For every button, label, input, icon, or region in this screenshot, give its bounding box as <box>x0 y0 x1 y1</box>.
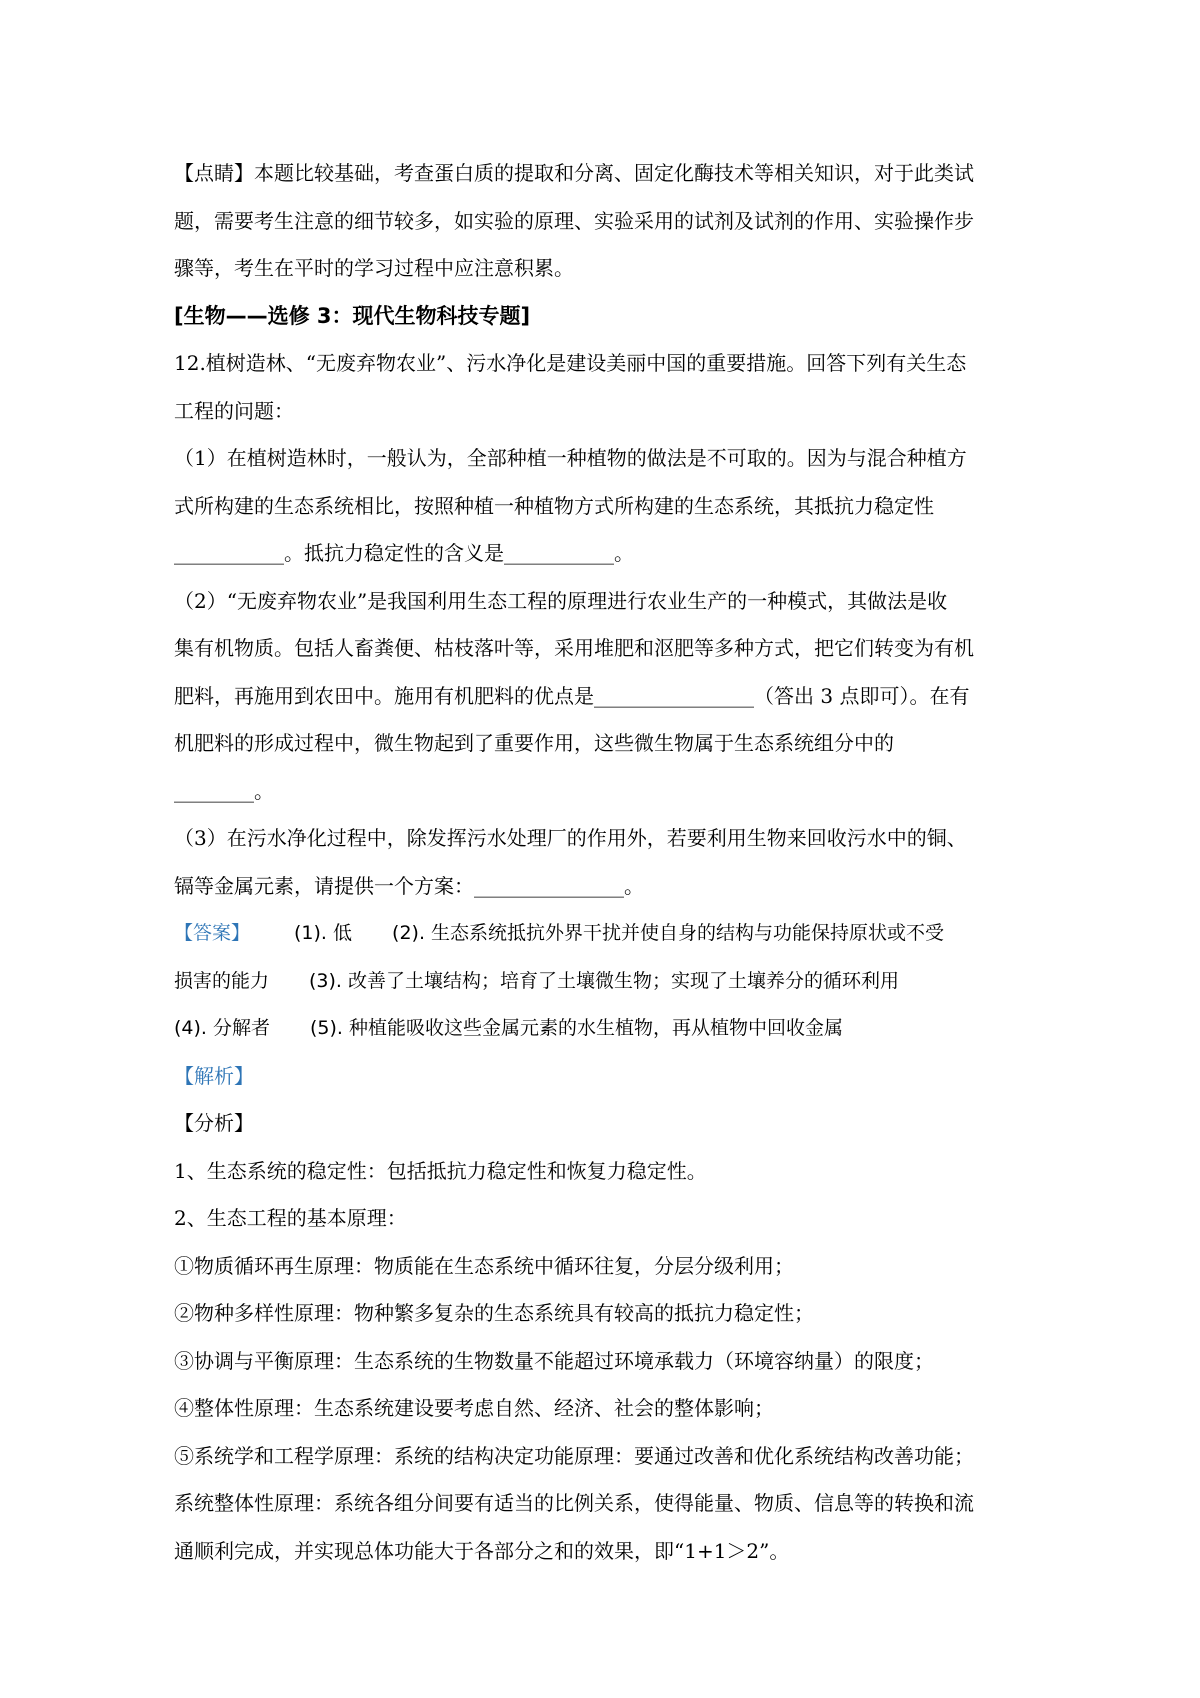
answer-5-text: 种植能吸收这些金属元素的水生植物，再从植物中回收金属 <box>349 1017 844 1039</box>
answer-2-text-part-2: 损害的能力 <box>174 969 270 992</box>
answer-2-number: (2). <box>392 922 425 944</box>
analysis-paragraph-1: 1、生态系统的稳定性：包括抵抗力稳定性和恢复力稳定性。 <box>174 1158 707 1183</box>
dianjing-line-3: 骤等，考生在平时的学习过程中应注意积累。 <box>174 256 574 280</box>
answer-3-text: 改善了土壤结构；培育了土壤微生物；实现了土壤养分的循环利用 <box>348 969 900 992</box>
answer-line-3 <box>174 1005 1050 1053</box>
analysis-paragraph-7: ⑤系统学和工程学原理：系统的结构决定功能原理：要通过改善和优化系统结构改善功能； <box>174 1443 974 1468</box>
answer-line-2 <box>174 958 1050 1006</box>
question-2-line-1: （2）“无废弃物农业”是我国利用生态工程的原理进行农业生产的一种模式，其做法是收 <box>174 588 948 613</box>
dianjing-line-1: 【点睛】本题比较基础，考查蛋白质的提取和分离、固定化酶技术等相关知识，对于此类试 <box>174 161 974 185</box>
analysis-paragraph-6: ④整体性原理：生态系统建设要考虑自然、经济、社会的整体影响； <box>174 1396 774 1420</box>
analysis-paragraph-5: ③协调与平衡原理：生态系统的生物数量不能超过环境承载力（环境容纳量）的限度； <box>174 1348 934 1373</box>
answer-1-number: (1). <box>294 922 327 944</box>
question-1-line-2: 式所构建的生态系统相比，按照种植一种植物方式所构建的生态系统，其抵抗力稳定性 <box>174 493 934 518</box>
analysis-paragraph-8: 系统整体性原理：系统各组分间要有适当的比例关系，使得能量、物质、信息等的转换和流 <box>174 1491 974 1515</box>
answer-2-text-part-1: 生态系统抵抗外界干扰并使自身的结构与功能保持原状或不受 <box>431 922 945 944</box>
analysis-paragraph-3: ①物质循环再生原理：物质能在生态系统中循环往复，分层分级利用； <box>174 1253 794 1278</box>
dianjing-line-2: 题，需要考生注意的细节较多，如实验的原理、实验采用的试剂及试剂的作用、实验操作步 <box>174 208 974 233</box>
question-stem-line-1: 12.植树造林、“无废弃物农业”、污水净化是建设美丽中国的重要措施。回答下列有关生态 <box>174 351 967 375</box>
question-3-line-1: （3）在污水净化过程中，除发挥污水处理厂的作用外，若要利用生物来回收污水中的铜、 <box>174 826 967 850</box>
answer-4-text: 分解者 <box>213 1017 271 1039</box>
question-2-line-4: 机肥料的形成过程中，微生物起到了重要作用，这些微生物属于生态系统组分中的 <box>174 731 894 755</box>
question-stem-line-2: 工程的问题： <box>174 398 294 423</box>
section-heading: [生物——选修 3：现代生物科技专题] <box>174 303 531 328</box>
question-1-line-3: ___________。抵抗力稳定性的含义是___________。 <box>174 541 634 565</box>
analysis-paragraph-4: ②物种多样性原理：物种繁多复杂的生态系统具有较高的抵抗力稳定性； <box>174 1301 814 1325</box>
question-2-line-2: 集有机物质。包括人畜粪便、枯枝落叶等，采用堆肥和沤肥等多种方式，把它们转变为有机 <box>174 636 974 660</box>
answer-3-number: (3). <box>309 969 342 992</box>
analysis-label: 【解析】 <box>174 1063 254 1088</box>
analysis-paragraph-9: 通顺利完成，并实现总体功能大于各部分之和的效果，即“1+1＞2”。 <box>174 1538 790 1563</box>
analysis-paragraph-2: 2、生态工程的基本原理： <box>174 1206 407 1230</box>
question-3-line-2: 镉等金属元素，请提供一个方案：_______________。 <box>174 873 644 898</box>
answer-1-text: 低 <box>333 922 353 944</box>
answer-4-number: (4). <box>174 1017 207 1039</box>
question-2-line-5: ________。 <box>174 778 274 803</box>
answer-5-number: (5). <box>310 1017 343 1039</box>
analysis-sub-label: 【分析】 <box>174 1111 254 1135</box>
answer-label: 【答案】 <box>174 922 251 944</box>
answer-line-1 <box>174 910 1050 958</box>
question-2-line-3: 肥料，再施用到农田中。施用有机肥料的优点是________________（答出 3 点即可）。在有 <box>174 683 970 708</box>
question-1-line-1: （1）在植树造林时，一般认为，全部种植一种植物的做法是不可取的。因为与混合种植方 <box>174 446 967 470</box>
